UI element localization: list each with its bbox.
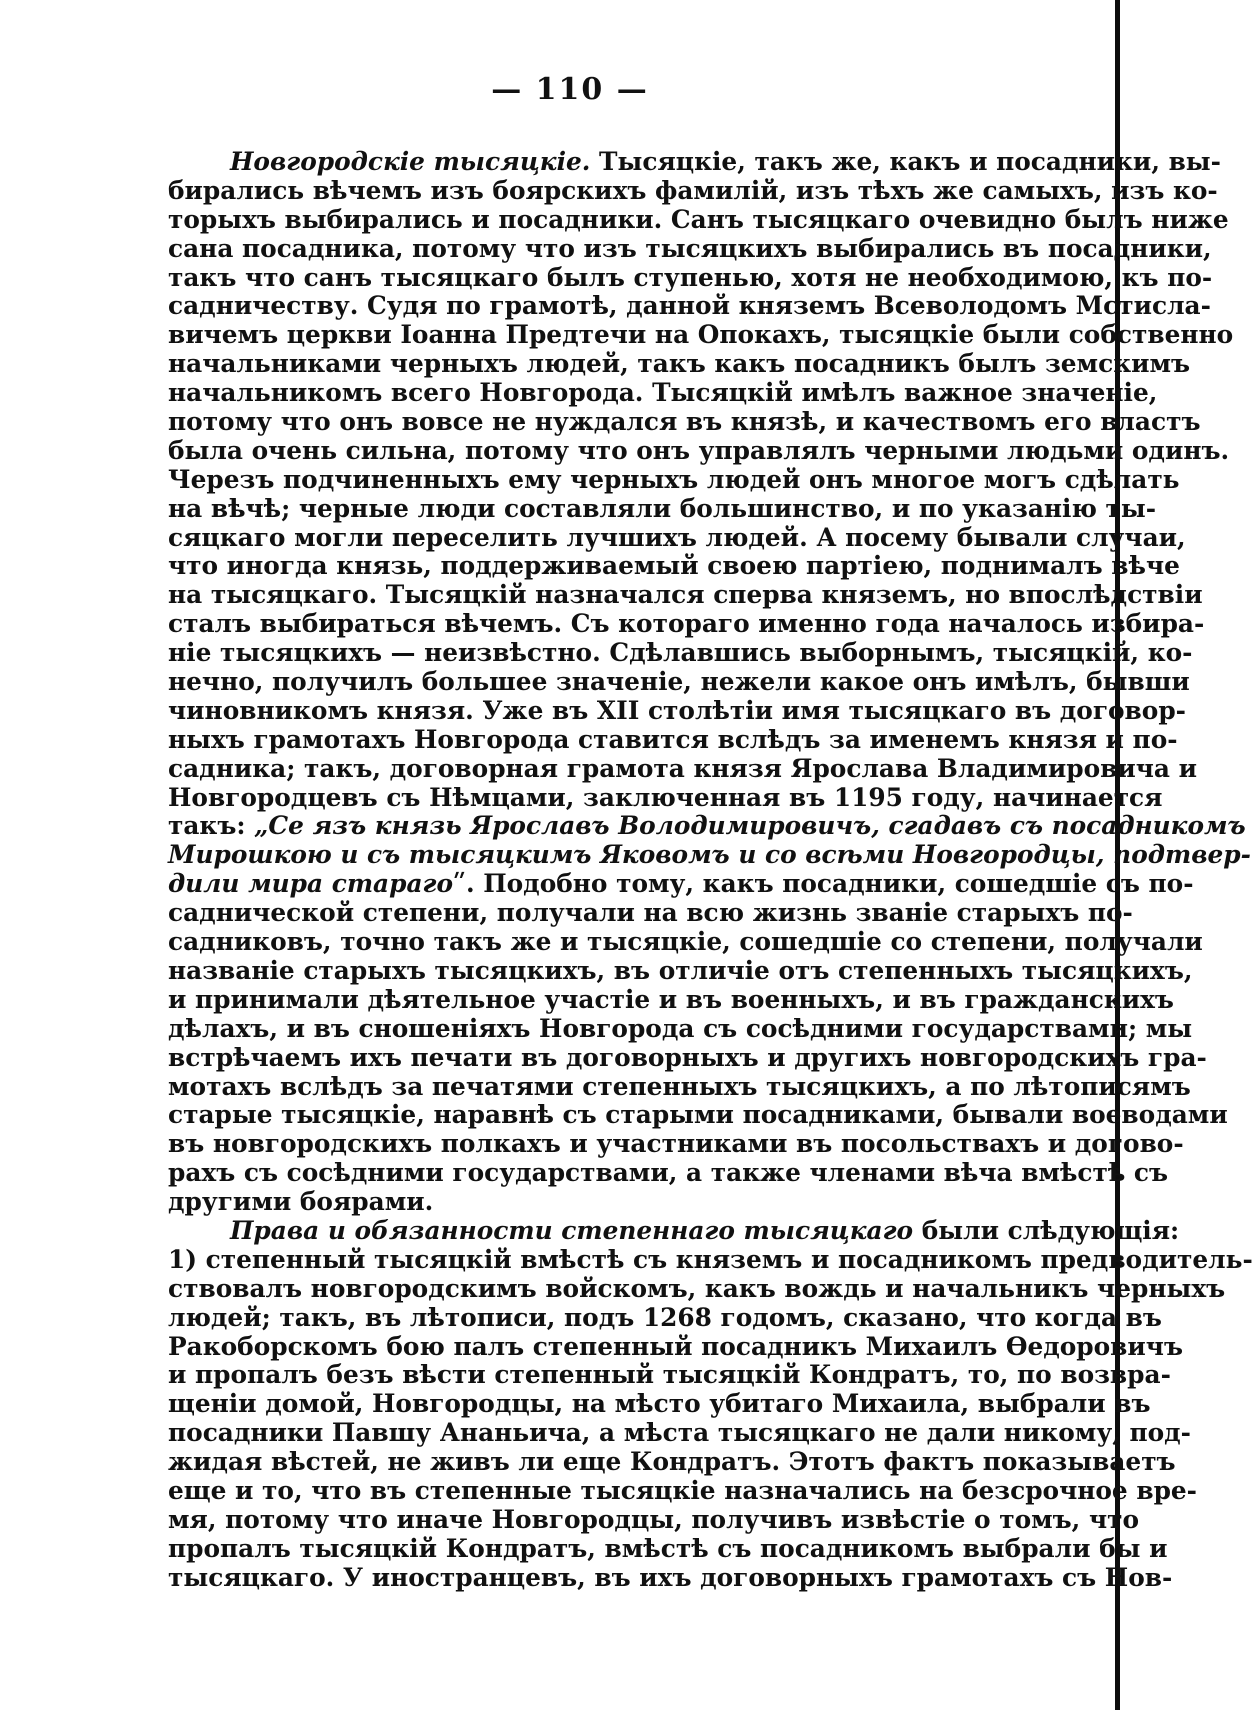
text-line bbox=[168, 1360, 1171, 1390]
document-body bbox=[168, 147, 1253, 1593]
text-segment: мотахъ вслѣдъ за печатями степенныхъ тысяцкихъ, а по лѣтописямъ bbox=[168, 1071, 1191, 1101]
text-segment: 1) степенный тысяцкій вмѣстѣ съ княземъ и посадникомъ предводитель- bbox=[168, 1244, 1253, 1274]
text-segment: посадники Павшу Ананьича, а мѣста тысяцкаго не дали никому, под- bbox=[168, 1418, 1191, 1448]
text-segment: была очень сильна, потому что онъ управлялъ черными людьми одинъ. bbox=[168, 435, 1230, 465]
text-line bbox=[168, 695, 1186, 726]
page-number: — 110 — bbox=[491, 72, 649, 107]
text-segment: и пропалъ безъ вѣсти степенный тысяцкій Кондратъ, то, по возвра- bbox=[168, 1360, 1171, 1390]
text-line bbox=[168, 667, 1190, 697]
text-segment: торыхъ выбирались и посадники. Санъ тысяцкаго очевидно былъ ниже bbox=[168, 204, 1229, 234]
italic-text: дили мира старагоʺ bbox=[168, 869, 466, 899]
text-segment: бирались вѣчемъ изъ боярскихъ фамилій, изъ тѣхъ же самыхъ, изъ ко- bbox=[168, 175, 1218, 205]
text-segment: тысяцкаго. У иностранцевъ, въ ихъ договорныхъ грамотахъ съ Нов- bbox=[168, 1562, 1173, 1592]
text-line bbox=[168, 378, 1158, 408]
text-line bbox=[168, 609, 1205, 639]
text-line bbox=[168, 291, 1211, 321]
text-line bbox=[168, 1475, 1197, 1506]
text-segment: жидая вѣстей, не живъ ли еще Кондратъ. Этотъ фактъ показываетъ bbox=[168, 1447, 1176, 1477]
text-segment: такъ: bbox=[168, 811, 255, 841]
text-line bbox=[168, 1042, 1207, 1073]
text-line bbox=[168, 1244, 1253, 1275]
text-line bbox=[168, 262, 1213, 293]
text-line bbox=[168, 898, 1133, 928]
text-line bbox=[168, 955, 1193, 986]
text-line bbox=[168, 175, 1218, 206]
text-segment: дѣлахъ, и въ сношеніяхъ Новгорода съ сосѣдними государствами; мы bbox=[168, 1013, 1193, 1043]
text-segment: щеніи домой, Новгородцы, на мѣсто убитаго Михаила, выбрали въ bbox=[168, 1389, 1151, 1419]
text-segment: ныхъ грамотахъ Новгорода ставится вслѣдъ за именемъ князя и по- bbox=[168, 724, 1178, 754]
text-segment: старые тысяцкіе, наравнѣ съ старыми посадниками, бывали воеводами bbox=[168, 1100, 1228, 1130]
text-segment: сталъ выбираться вѣчемъ. Съ котораго именно года началось избира- bbox=[168, 609, 1205, 639]
text-line bbox=[168, 984, 1174, 1015]
text-line bbox=[168, 811, 1246, 841]
text-segment: . Подобно тому, какъ посадники, сошедшіе съ по- bbox=[465, 869, 1194, 899]
text-line bbox=[168, 233, 1212, 264]
text-segment: на тысяцкаго. Тысяцкій назначался сперва княземъ, но впослѣдствіи bbox=[168, 580, 1203, 610]
text-line bbox=[168, 1302, 1162, 1333]
text-segment: Тысяцкіе, такъ же, какъ и посадники, вы- bbox=[590, 147, 1221, 176]
text-segment: ствовалъ новгородскимъ войскомъ, какъ вождь и начальникъ черныхъ bbox=[168, 1273, 1226, 1303]
text-segment: чиновникомъ князя. Уже въ XII столѣтіи имя тысяцкаго въ договор- bbox=[168, 695, 1186, 725]
text-line bbox=[168, 1013, 1193, 1044]
text-line bbox=[168, 1188, 1076, 1217]
text-line bbox=[168, 204, 1229, 235]
paragraph-1 bbox=[168, 147, 1251, 1217]
text-segment: мя, потому что иначе Новгородцы, получивъ извѣстіе о томъ, что bbox=[168, 1504, 1140, 1534]
text-line bbox=[168, 1158, 1169, 1188]
text-line bbox=[168, 1418, 1191, 1448]
text-line bbox=[168, 580, 1203, 610]
text-segment: садниковъ, точно такъ же и тысяцкіе, сошедшіе со степени, получали bbox=[168, 927, 1203, 957]
italic-text: Права и обязанности степеннаго тысяцкаго bbox=[230, 1215, 914, 1245]
text-line bbox=[168, 927, 1203, 957]
text-line bbox=[168, 522, 1186, 553]
text-segment: начальникомъ всего Новгорода. Тысяцкій имѣлъ важное значеніе, bbox=[168, 378, 1158, 408]
text-segment: что иногда князь, поддерживаемый своею партіею, поднималъ вѣче bbox=[168, 551, 1180, 581]
text-line bbox=[168, 320, 1234, 350]
text-line bbox=[168, 407, 1201, 437]
text-line bbox=[168, 464, 1180, 495]
text-line bbox=[168, 782, 1163, 813]
text-line bbox=[168, 1389, 1151, 1419]
text-line bbox=[168, 1331, 1183, 1362]
text-segment: людей; такъ, въ лѣтописи, подъ 1268 годомъ, сказано, что когда въ bbox=[168, 1302, 1162, 1332]
text-line bbox=[168, 753, 1198, 784]
text-segment: Черезъ подчиненныхъ ему черныхъ людей онъ многое могъ сдѣлать bbox=[168, 464, 1180, 494]
text-segment: рахъ съ сосѣдними государствами, а также членами вѣча вмѣстѣ съ bbox=[168, 1158, 1169, 1188]
text-segment: еще и то, что въ степенные тысяцкіе назначались на безсрочное вре- bbox=[168, 1475, 1197, 1505]
text-segment: сяцкаго могли переселить лучшихъ людей. А посему бывали случаи, bbox=[168, 522, 1186, 552]
text-segment: начальниками черныхъ людей, такъ какъ посадникъ былъ земскимъ bbox=[168, 349, 1191, 379]
text-segment: Ракоборскомъ бою палъ степенный посадникъ Михаилъ Ѳедоровичъ bbox=[168, 1331, 1183, 1361]
text-segment: другими боярами. bbox=[168, 1187, 434, 1217]
text-segment: садничеству. Судя по грамотѣ, данной княземъ Всеволодомъ Мстисла- bbox=[168, 291, 1211, 321]
text-line bbox=[168, 1100, 1228, 1130]
text-line bbox=[168, 349, 1191, 379]
text-line bbox=[168, 1215, 1180, 1246]
text-line bbox=[168, 147, 1221, 177]
italic-text: „Се язъ князь Ярославъ Володимировичъ, сгадавъ съ посадникомъ bbox=[254, 811, 1246, 841]
text-line bbox=[168, 1071, 1191, 1102]
text-line bbox=[168, 1533, 1168, 1564]
text-line bbox=[168, 869, 1194, 899]
text-line bbox=[168, 840, 1251, 870]
paragraph-2 bbox=[168, 1215, 1253, 1593]
text-line bbox=[168, 493, 1157, 524]
text-segment: сана посадника, потому что изъ тысяцкихъ выбирались въ посадники, bbox=[168, 233, 1212, 263]
text-segment: были слѣдующія: bbox=[913, 1215, 1180, 1245]
text-segment: встрѣчаемъ ихъ печати въ договорныхъ и другихъ новгородскихъ гра- bbox=[168, 1042, 1207, 1072]
text-line bbox=[168, 638, 1193, 668]
text-line bbox=[168, 1129, 1184, 1159]
text-segment: ніе тысяцкихъ — неизвѣстно. Сдѣлавшись выборнымъ, тысяцкій, ко- bbox=[168, 638, 1193, 668]
text-line bbox=[168, 724, 1178, 755]
text-segment: нечно, получилъ большее значеніе, нежели какое онъ имѣлъ, бывши bbox=[168, 667, 1190, 697]
text-segment: вичемъ церкви Іоанна Предтечи на Опокахъ, тысяцкіе были собственно bbox=[168, 320, 1234, 350]
italic-text: Новгородскіе тысяцкіе. bbox=[230, 147, 591, 176]
text-line bbox=[168, 551, 1180, 581]
text-segment: пропалъ тысяцкій Кондратъ, вмѣстѣ съ посадникомъ выбрали бы и bbox=[168, 1533, 1168, 1563]
text-segment: потому что онъ вовсе не нуждался въ князѣ, и качествомъ его властъ bbox=[168, 407, 1201, 437]
text-segment: въ новгородскихъ полкахъ и участниками въ посольствахъ и догово- bbox=[168, 1129, 1184, 1159]
text-segment: Новгородцевъ съ Нѣмцами, заключенная въ 1195 году, начинается bbox=[168, 782, 1163, 812]
italic-text: Мирошкою и съ тысяцкимъ Яковомъ и со всѣми Новгородцы, подтвер- bbox=[168, 840, 1251, 870]
text-segment: на вѣчѣ; черные люди составляли большинство, и по указанію ты- bbox=[168, 493, 1157, 523]
text-line bbox=[168, 435, 1230, 466]
text-line bbox=[168, 1504, 1140, 1535]
text-line bbox=[168, 1447, 1176, 1477]
text-segment: названіе старыхъ тысяцкихъ, въ отличіе отъ степенныхъ тысяцкихъ, bbox=[168, 955, 1193, 985]
text-segment: саднической степени, получали на всю жизнь званіе старыхъ по- bbox=[168, 898, 1133, 928]
text-line bbox=[168, 1562, 1173, 1593]
text-segment: такъ что санъ тысяцкаго былъ ступенью, хотя не необходимою, къ по- bbox=[168, 262, 1213, 292]
text-segment: садника; такъ, договорная грамота князя Ярослава Владимировича и bbox=[168, 753, 1198, 783]
text-segment: и принимали дѣятельное участіе и въ военныхъ, и въ гражданскихъ bbox=[168, 984, 1174, 1014]
text-line bbox=[168, 1273, 1226, 1304]
